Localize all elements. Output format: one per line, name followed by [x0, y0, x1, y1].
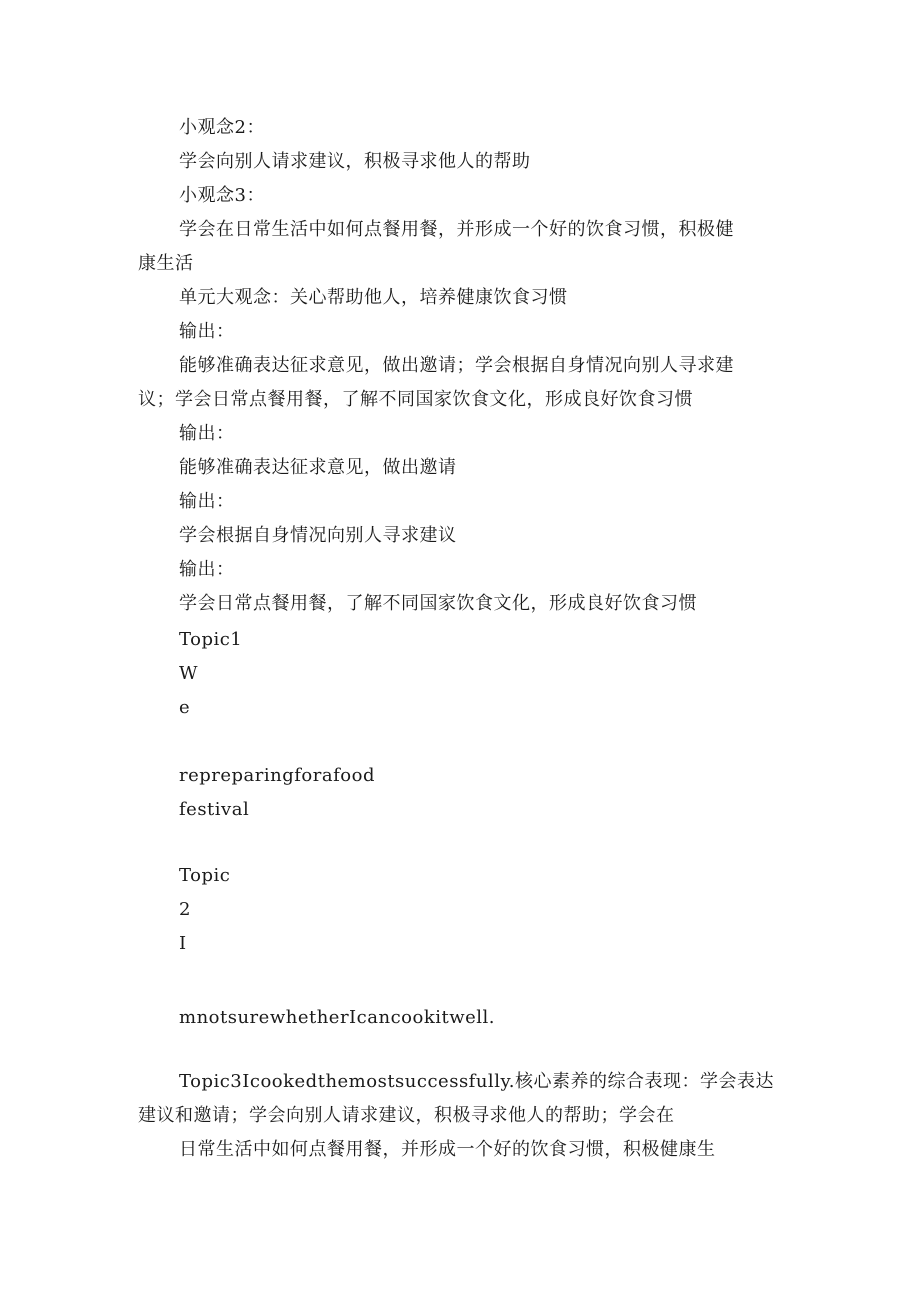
- text-line: 2: [179, 899, 191, 920]
- text-line: Topic1: [179, 629, 243, 650]
- text-line: e: [179, 697, 191, 718]
- text-line: 康生活: [138, 253, 194, 274]
- text-line: 小观念3：: [179, 185, 265, 206]
- text-line: 能够准确表达征求意见，做出邀请；学会根据自身情况向别人寻求建: [179, 355, 734, 376]
- text-line: 日常生活中如何点餐用餐，并形成一个好的饮食习惯，积极健康生: [179, 1139, 716, 1160]
- text-line: 学会根据自身情况向别人寻求建议: [179, 525, 457, 546]
- text-line: Topic3Icookedthemostsuccessfully.核心素养的综合表现：学会表达: [179, 1071, 774, 1092]
- text-line: mnotsurewhetherIcancookitwell.: [179, 1007, 496, 1028]
- text-line: 议；学会日常点餐用餐，了解不同国家饮食文化，形成良好饮食习惯: [138, 389, 693, 410]
- text-line: 输出：: [179, 491, 235, 512]
- text-line: 学会向别人请求建议，积极寻求他人的帮助: [179, 151, 531, 172]
- text-line: 能够准确表达征求意见，做出邀请: [179, 457, 457, 478]
- text-line: repreparingforafood: [179, 765, 375, 786]
- text-line: 学会日常点餐用餐，了解不同国家饮食文化，形成良好饮食习惯: [179, 593, 697, 614]
- text-line: 单元大观念：关心帮助他人，培养健康饮食习惯: [179, 287, 568, 308]
- text-line: 建议和邀请；学会向别人请求建议，积极寻求他人的帮助；学会在: [138, 1105, 675, 1126]
- text-line: 学会在日常生活中如何点餐用餐，并形成一个好的饮食习惯，积极健: [179, 219, 734, 240]
- text-line: 输出：: [179, 559, 235, 580]
- text-line: festival: [179, 799, 250, 820]
- text-line: 输出：: [179, 423, 235, 444]
- text-line: 输出：: [179, 321, 235, 342]
- text-line: W: [179, 663, 199, 684]
- text-line: Topic: [179, 865, 231, 886]
- text-line: 小观念2：: [179, 117, 265, 138]
- text-line: I: [179, 933, 187, 954]
